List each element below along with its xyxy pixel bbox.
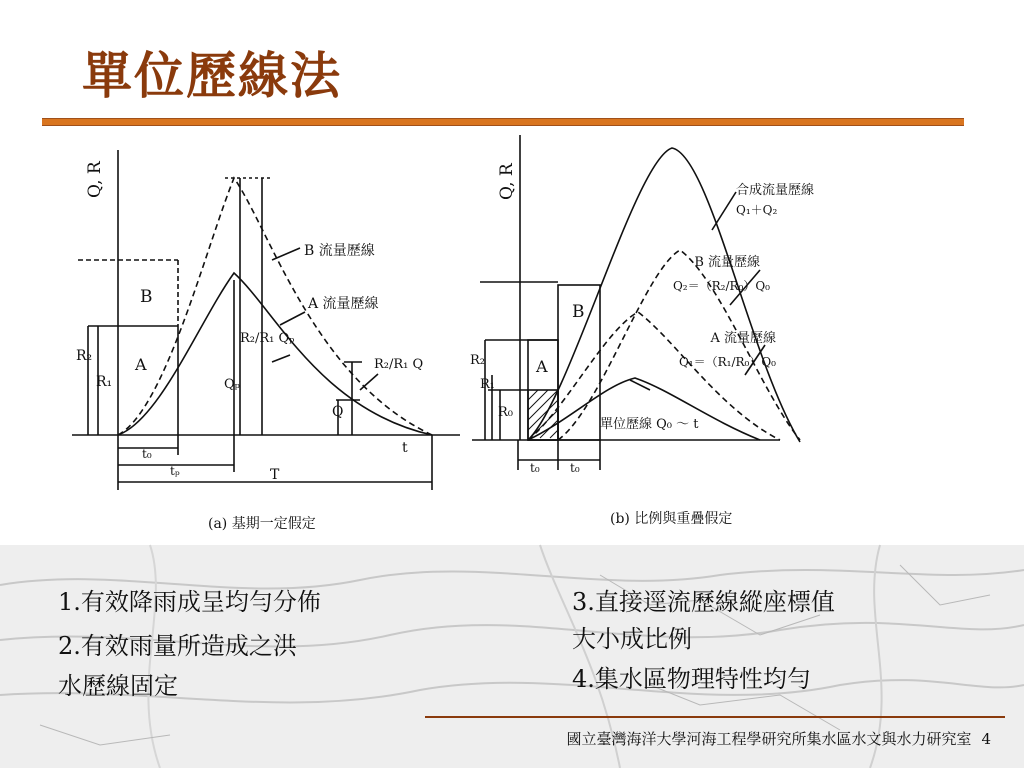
panel-a-T: T bbox=[270, 467, 280, 483]
page-number: 4 bbox=[981, 730, 991, 748]
panel-a-labels bbox=[76, 160, 423, 532]
panel-b-t0-first: t₀ bbox=[530, 461, 540, 475]
panel-b-r2: R₂ bbox=[470, 353, 485, 368]
panel-b-curve-a-label1: A 流量歷線 bbox=[710, 331, 776, 346]
panel-a-curve-a bbox=[118, 273, 432, 435]
panel-a-block-a: A bbox=[135, 355, 147, 374]
bullet-fixed-hydrograph-line1: 2.有效雨量所造成之洪 bbox=[58, 632, 297, 660]
panel-b-block-a: A bbox=[536, 357, 548, 376]
bullet-uniform-rainfall: 1.有效降雨成呈均勻分佈 bbox=[58, 588, 321, 616]
panel-a-curve-b-label: B 流量歷線 bbox=[304, 243, 375, 259]
bullet-fixed-hydrograph-line2: 水歷線固定 bbox=[58, 672, 178, 700]
panel-b-unit-label: 單位歷線 Q₀ ～ t bbox=[600, 417, 699, 432]
slide-title: 單位歷線法 bbox=[82, 46, 342, 105]
panel-b-curve-a-label2: Q₁＝（R₁/R₀）Q₀ bbox=[678, 355, 776, 369]
panel-b-r0: R₀ bbox=[498, 405, 513, 420]
panel-b-t0-second: t₀ bbox=[570, 461, 580, 475]
panel-a-t: t bbox=[402, 440, 408, 456]
panel-a-r1: R₁ bbox=[96, 374, 113, 390]
footer-text-wrap bbox=[566, 728, 991, 749]
hydrograph-figure bbox=[60, 130, 815, 540]
panel-b-r1: R₁ bbox=[480, 377, 495, 392]
panel-a-caption: (a) 基期一定假定 bbox=[208, 516, 316, 532]
panel-a-ratio-q: R₂/R₁ Q bbox=[374, 357, 424, 372]
hydrograph-diagrams bbox=[60, 130, 815, 540]
panel-a-ratio-qp: R₂/R₁ Qₚ bbox=[240, 331, 295, 346]
panel-a-qp: Qₚ bbox=[224, 377, 240, 392]
panel-b-labels bbox=[470, 162, 814, 527]
panel-a-y-label: Q, R bbox=[85, 161, 105, 198]
panel-a-t0: t₀ bbox=[142, 447, 152, 461]
panel-a-curve-a-label: A 流量歷線 bbox=[308, 296, 379, 312]
bullet-uniform-watershed: 4.集水區物理特性均勻 bbox=[572, 665, 811, 693]
panel-a-tp: tₚ bbox=[170, 464, 180, 478]
panel-b-combined-label1: 合成流量歷線 bbox=[736, 183, 815, 198]
panel-b-curve-b-label1: B 流量歷線 bbox=[694, 255, 760, 270]
bullet-proportional-ordinates-line2: 大小成比例 bbox=[572, 625, 692, 653]
footer-institution: 國立臺灣海洋大學河海工程學研究所集水區水文與水力研究室 bbox=[566, 730, 972, 748]
panel-b-caption: (b) 比例與重疊假定 bbox=[610, 511, 733, 527]
panel-b-combined-label2: Q₁＋Q₂ bbox=[736, 203, 778, 217]
bullet-proportional-ordinates-line1: 3.直接逕流歷線縱座標值 bbox=[572, 588, 835, 616]
panel-b-block-b: B bbox=[572, 302, 585, 322]
panel-a-q: Q bbox=[332, 404, 344, 420]
panel-a bbox=[72, 150, 460, 490]
panel-a-block-b: B bbox=[140, 287, 153, 307]
panel-b-y-label: Q, R bbox=[497, 163, 517, 200]
title-divider bbox=[42, 118, 964, 126]
panel-b-curve-b-label2: Q₂＝（R₂/R₀）Q₀ bbox=[672, 279, 770, 293]
panel-a-curve-b bbox=[118, 178, 432, 435]
panel-a-r2: R₂ bbox=[76, 348, 93, 364]
slide-footer bbox=[425, 716, 1005, 756]
